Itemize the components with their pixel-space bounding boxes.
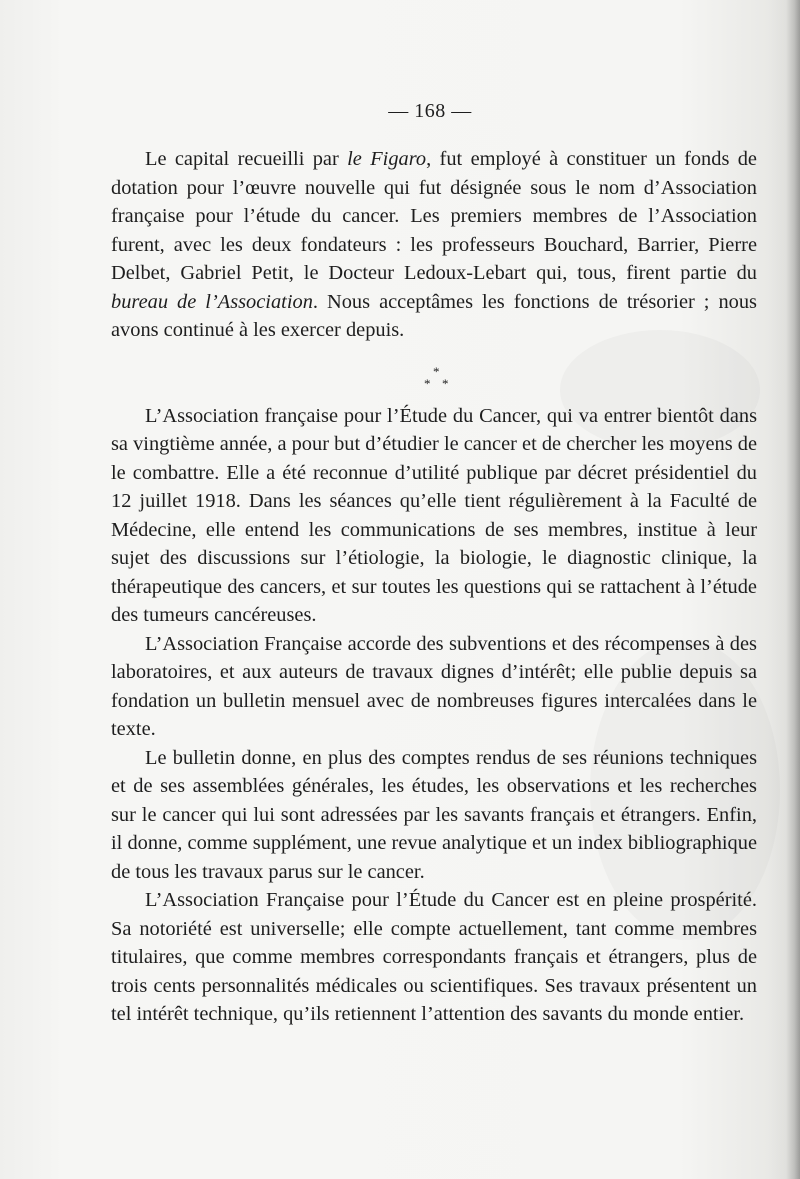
text-run: L’Association Française accorde des subventions et des récompenses à des laboratoires, et aux auteurs de travaux dignes d’intérêt; elle publie depuis sa fondation un bulletin mensuel avec de nombreuses figures intercalées dans le texte. bbox=[111, 632, 757, 740]
asterism-separator bbox=[111, 345, 757, 402]
italic-text: le Figaro bbox=[347, 148, 427, 170]
text-run: Le bulletin donne, en plus des comptes rendus de ses réunions techniques et de ses assemblées générales, les études, les observations et les recherches sur le cancer qui lui sont adressées par les savants français et étrangers. Enfin, il donne, comme supplément, une revue analytique et un index bibliographique de tous les travaux parus sur le cancer. bbox=[111, 746, 757, 883]
page-number: — 168 — bbox=[388, 100, 472, 122]
text-run: , fut employé à constituer un fonds de dotation pour l’œuvre nouvelle qui fut désignée sous le nom d’Association française pour l’étude du cancer. Les premiers membres de l’Association furent, avec les deux fondateurs : les professeurs Bouchard, Barrier, Pierre Delbet, Gabriel Petit, le Docteur Ledoux-Lebart qui, tous, firent partie du bbox=[111, 148, 757, 284]
asterism-star: * bbox=[433, 363, 440, 379]
page-edge-shadow bbox=[786, 0, 800, 1179]
paragraph-group-bottom bbox=[111, 402, 757, 1029]
text-run: L’Association française pour l’Étude du Cancer, qui va entrer bientôt dans sa vingtième année, a pour but d’étudier le cancer et de chercher les moyens de le combattre. Elle a été reconnue d’utilité publique par décret présidentiel du 12 juillet 1918. Dans les séances qu’elle tient régulièrement à la Faculté de Médecine, elle entend les communications de ses membres, institue à leur sujet des discussions sur l’étiologie, la biologie, le diagnostic clinique, la thérapeutique des cancers, et sur toutes les questions qui se rattachent à l’étude des tumeurs cancéreuses. bbox=[111, 404, 757, 626]
body-text bbox=[111, 145, 757, 1029]
asterism-star: * bbox=[424, 375, 431, 391]
paragraph bbox=[111, 886, 757, 1029]
paragraph-group-top bbox=[111, 145, 757, 345]
paragraph bbox=[111, 145, 757, 345]
italic-text: bureau de l’Association bbox=[111, 290, 313, 313]
text-run: Le capital recueilli par bbox=[145, 148, 348, 170]
paragraph bbox=[111, 744, 757, 887]
text-run: . Nous acceptâmes les fonctions de trésorier ; nous avons continué à les exercer depuis. bbox=[111, 290, 757, 341]
asterism-star: * bbox=[442, 375, 449, 391]
paragraph bbox=[111, 630, 757, 744]
text-run: L’Association Française pour l’Étude du Cancer est en pleine prospérité. Sa notoriété est universelle; elle compte actuellement, tant comme membres titulaires, que comme membres correspondants français et étrangers, plus de trois cents personnalités médicales ou scientifiques. Ses travaux présentent un tel intérêt technique, qu’ils retiennent l’attention des savants du monde entier. bbox=[111, 889, 757, 1025]
paragraph bbox=[111, 402, 757, 630]
